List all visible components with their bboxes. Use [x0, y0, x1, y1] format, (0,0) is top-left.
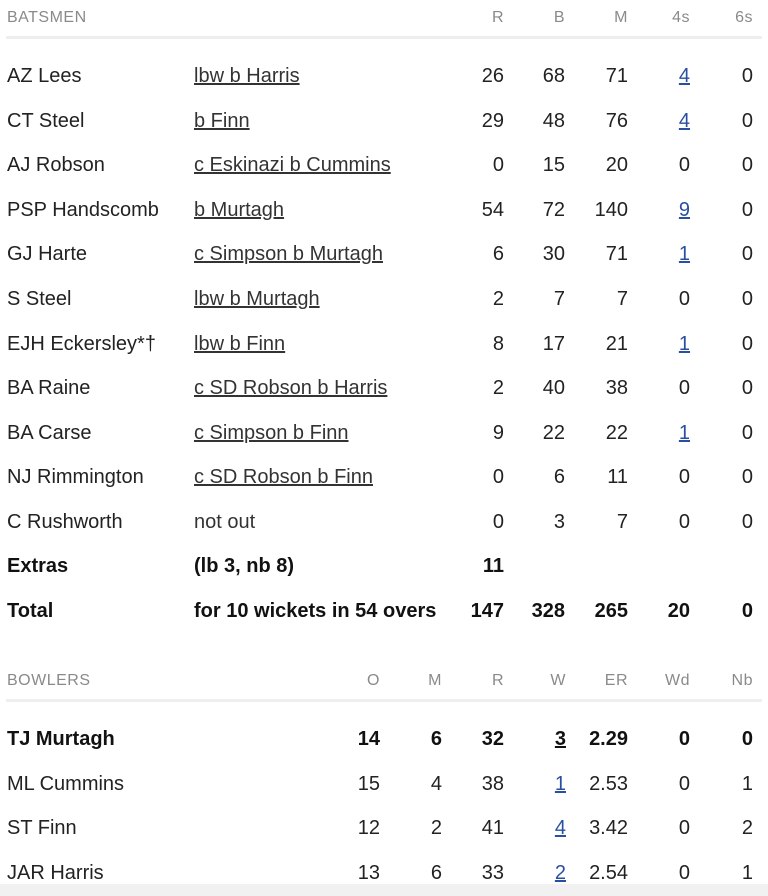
col-header-fours: 4s	[672, 9, 690, 26]
col-header-balls: B	[553, 9, 565, 26]
fours-cell[interactable]: 1	[678, 332, 690, 355]
wides-cell: 0	[678, 817, 690, 840]
bowler-name: ML Cummins	[7, 772, 125, 795]
bowlers-section-label: BOWLERS	[7, 672, 91, 689]
dismissal-text[interactable]: c SD Robson b Harris	[194, 377, 388, 400]
runs-cell: 8	[492, 332, 504, 355]
extras-row	[0, 547, 768, 587]
minutes-cell: 38	[605, 377, 628, 400]
fours-cell: 0	[678, 154, 690, 177]
sixes-cell: 0	[741, 198, 753, 221]
minutes-cell: 22	[605, 421, 628, 444]
extras-detail: (lb 3, nb 8)	[194, 555, 294, 577]
sixes-cell: 0	[741, 332, 753, 355]
sixes-cell: 0	[741, 109, 753, 132]
col-header-economy: ER	[604, 672, 628, 689]
batsman-row	[0, 235, 768, 275]
batsman-name: BA Carse	[7, 421, 92, 444]
batsmen-section-label: BATSMEN	[7, 9, 87, 26]
total-minutes: 265	[594, 600, 628, 622]
fours-cell: 0	[678, 466, 690, 489]
minutes-cell: 7	[616, 288, 628, 310]
fours-cell[interactable]: 1	[678, 421, 690, 444]
bowler-row	[0, 765, 768, 805]
col-header-bowl-runs: R	[491, 672, 504, 689]
balls-cell: 6	[553, 466, 565, 489]
col-header-minutes: M	[614, 9, 628, 26]
batsman-name: AJ Robson	[7, 154, 105, 177]
batsman-name: NJ Rimmington	[7, 466, 144, 489]
bowler-name: JAR Harris	[7, 861, 104, 884]
batsman-name: EJH Eckersley*†	[7, 332, 156, 355]
noballs-cell: 2	[741, 817, 753, 840]
total-fours: 20	[667, 600, 690, 622]
dismissal-text[interactable]: c Eskinazi b Cummins	[194, 154, 391, 177]
fours-cell: 0	[678, 377, 690, 400]
overs-cell: 12	[357, 817, 380, 840]
minutes-cell: 11	[607, 466, 628, 489]
balls-cell: 22	[542, 421, 565, 444]
runs-cell: 2	[492, 288, 504, 310]
runs-cell: 54	[481, 198, 504, 221]
wickets-cell[interactable]: 3	[554, 728, 566, 750]
batsman-name: C Rushworth	[7, 511, 123, 533]
bowlers-header	[0, 669, 768, 693]
economy-cell: 2.29	[589, 728, 628, 750]
runs-cell: 29	[481, 109, 504, 132]
batsman-name: CT Steel	[7, 109, 85, 132]
wickets-cell[interactable]: 4	[554, 817, 566, 840]
balls-cell: 17	[542, 332, 565, 355]
runs-cell: 26	[481, 65, 504, 87]
sixes-cell: 0	[741, 65, 753, 87]
dismissal-text[interactable]: b Murtagh	[194, 198, 285, 221]
batsman-name: AZ Lees	[7, 65, 82, 87]
sixes-cell: 0	[741, 421, 753, 444]
minutes-cell: 140	[594, 198, 628, 221]
wides-cell: 0	[678, 861, 690, 884]
economy-cell: 2.53	[589, 772, 628, 795]
batsman-row	[0, 369, 768, 409]
footer-strip	[0, 884, 768, 896]
dismissal-text: not out	[194, 511, 256, 533]
bowl-runs-cell: 32	[481, 728, 504, 750]
extras-label: Extras	[7, 555, 69, 577]
batsman-name: PSP Handscomb	[7, 198, 159, 221]
col-header-overs: O	[367, 672, 380, 689]
balls-cell: 68	[542, 65, 565, 87]
dismissal-text[interactable]: c Simpson b Murtagh	[194, 243, 383, 266]
total-runs: 147	[470, 600, 504, 622]
wickets-cell[interactable]: 2	[554, 861, 566, 884]
batsman-row	[0, 57, 768, 97]
maidens-cell: 2	[430, 817, 442, 840]
balls-cell: 48	[542, 109, 565, 132]
dismissal-text[interactable]: c Simpson b Finn	[194, 421, 349, 444]
dismissal-text[interactable]: b Finn	[194, 109, 250, 132]
bowlers-divider	[6, 699, 762, 702]
bowler-name: TJ Murtagh	[7, 728, 115, 750]
runs-cell: 6	[492, 243, 504, 266]
balls-cell: 30	[542, 243, 565, 266]
col-header-runs: R	[491, 9, 504, 26]
runs-cell: 0	[492, 154, 504, 177]
extras-value: 11	[482, 555, 504, 577]
batsman-name: GJ Harte	[7, 243, 88, 266]
fours-cell[interactable]: 4	[678, 65, 690, 87]
dismissal-text[interactable]: lbw b Murtagh	[194, 288, 320, 310]
col-header-wickets: W	[550, 672, 566, 689]
overs-cell: 14	[357, 728, 380, 750]
total-label: Total	[7, 600, 54, 622]
batsman-name: BA Raine	[7, 377, 91, 400]
balls-cell: 40	[542, 377, 565, 400]
maidens-cell: 6	[430, 861, 442, 884]
balls-cell: 3	[553, 511, 565, 533]
maidens-cell: 4	[430, 772, 442, 795]
col-header-maidens: M	[428, 672, 442, 689]
fours-cell[interactable]: 9	[678, 198, 690, 221]
batsman-row	[0, 458, 768, 498]
sixes-cell: 0	[741, 377, 753, 400]
bowl-runs-cell: 41	[481, 817, 504, 840]
bowler-row	[0, 720, 768, 760]
minutes-cell: 76	[605, 109, 628, 132]
bowler-name: ST Finn	[7, 817, 77, 840]
col-header-noballs: Nb	[731, 672, 753, 689]
fours-cell: 0	[678, 288, 690, 310]
batsman-row	[0, 503, 768, 543]
wides-cell: 0	[678, 772, 690, 795]
fours-cell[interactable]: 4	[678, 109, 690, 132]
minutes-cell: 7	[616, 511, 628, 533]
noballs-cell: 0	[741, 728, 753, 750]
economy-cell: 3.42	[589, 817, 628, 840]
batsman-row	[0, 146, 768, 186]
batsman-row	[0, 191, 768, 231]
sixes-cell: 0	[741, 243, 753, 266]
total-row	[0, 592, 768, 632]
batsman-row	[0, 102, 768, 142]
batsmen-divider	[6, 36, 762, 39]
bowler-row	[0, 809, 768, 849]
minutes-cell: 20	[605, 154, 628, 177]
maidens-cell: 6	[430, 728, 442, 750]
col-header-sixes: 6s	[735, 9, 753, 26]
overs-cell: 15	[357, 772, 380, 795]
dismissal-text[interactable]: lbw b Finn	[194, 332, 286, 355]
dismissal-text[interactable]: c SD Robson b Finn	[194, 466, 373, 489]
total-detail: for 10 wickets in 54 overs	[194, 600, 437, 622]
noballs-cell: 1	[741, 861, 753, 884]
runs-cell: 9	[492, 421, 504, 444]
economy-cell: 2.54	[589, 861, 628, 884]
overs-cell: 13	[357, 861, 380, 884]
dismissal-text[interactable]: lbw b Harris	[194, 65, 300, 87]
runs-cell: 2	[492, 377, 504, 400]
balls-cell: 72	[542, 198, 565, 221]
sixes-cell: 0	[741, 466, 753, 489]
sixes-cell: 0	[741, 511, 753, 533]
total-sixes: 0	[741, 600, 753, 622]
minutes-cell: 71	[605, 243, 628, 266]
batsmen-header	[0, 6, 768, 30]
bowl-runs-cell: 33	[481, 861, 504, 884]
batsman-row	[0, 280, 768, 320]
minutes-cell: 21	[605, 332, 628, 355]
minutes-cell: 71	[605, 65, 628, 87]
wides-cell: 0	[678, 728, 690, 750]
runs-cell: 0	[492, 511, 504, 533]
batsman-name: S Steel	[7, 288, 72, 310]
fours-cell[interactable]: 1	[678, 243, 690, 266]
noballs-cell: 1	[741, 772, 753, 795]
runs-cell: 0	[492, 466, 504, 489]
sixes-cell: 0	[741, 288, 753, 310]
total-balls: 328	[531, 600, 565, 622]
bowl-runs-cell: 38	[481, 772, 504, 795]
balls-cell: 15	[542, 154, 565, 177]
col-header-wides: Wd	[665, 672, 690, 689]
batsman-row	[0, 325, 768, 365]
balls-cell: 7	[553, 288, 565, 310]
sixes-cell: 0	[741, 154, 753, 177]
fours-cell: 0	[678, 511, 690, 533]
wickets-cell[interactable]: 1	[554, 772, 566, 795]
batsman-row	[0, 414, 768, 454]
